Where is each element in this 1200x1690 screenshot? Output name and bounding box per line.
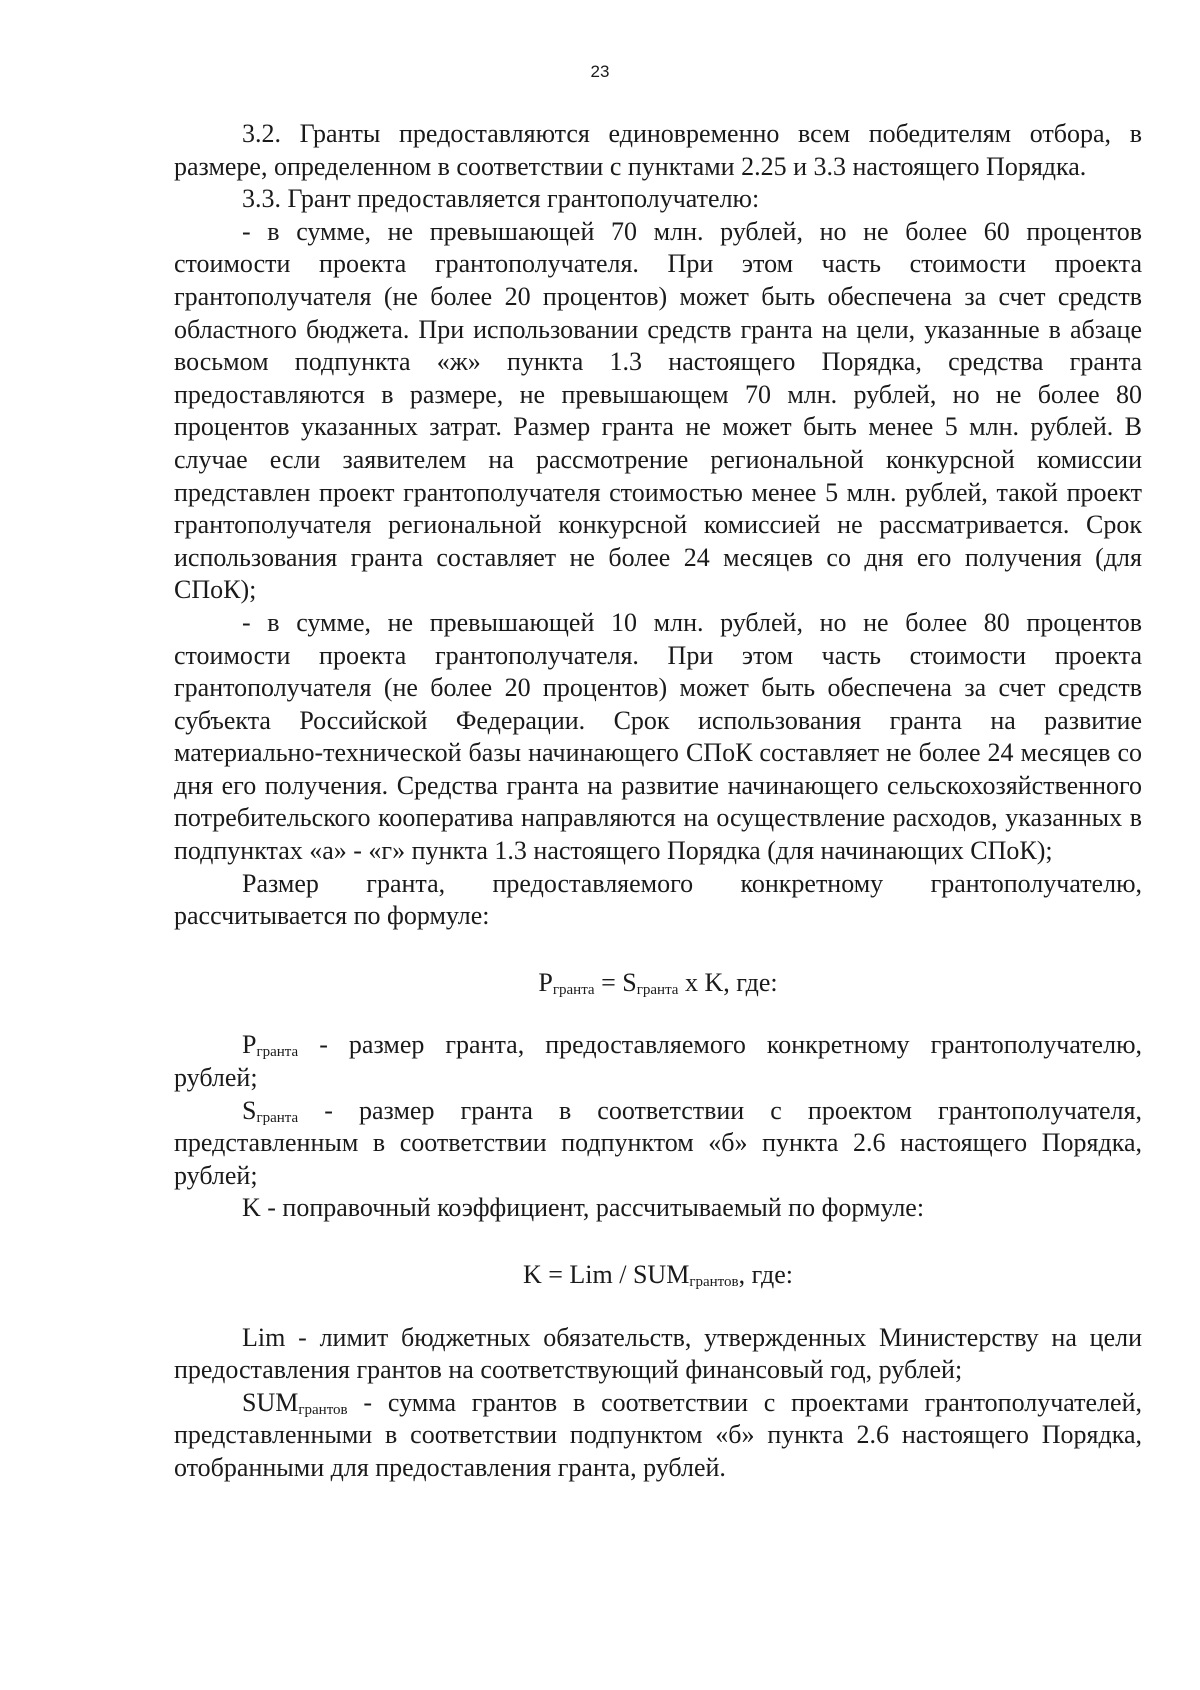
formula-s-symbol: S [622,967,637,997]
def-sum-text: - сумма грантов в соответствии с проектами грантополучателей, представленными в соответствии подпунктом «б» пункта 2.6 настоящего Порядка, отобранными для предоставления гранта, рублей. [174,1387,1142,1482]
page-number: 23 [590,62,610,81]
def-sum-subscript: грантов [298,1401,348,1418]
formula-k-lhs: K = Lim / SUM [522,1260,690,1289]
paragraph-3-2: 3.2. Гранты предоставляются единовременно всем победителям отбора, в размере, определенном в соответствии с пунктами 2.25 и 3.3 настоящего Порядка. [174,119,1142,181]
formula-k-subscript: грантов [689,1274,739,1290]
definition-sum-grants [174,1387,1142,1485]
definition-lim: Lim - лимит бюджетных обязательств, утвержденных Министерству на цели предоставления грантов на соответствующий финансовый год, рублей; [174,1322,1142,1385]
formula-equals: = [594,967,623,997]
document-body [174,118,1142,1485]
paragraph-3-3: 3.3. Грант предоставляется грантополучателю: [242,184,760,214]
grant-size-intro: Размер гранта, предоставляемого конкретному грантополучателю, рассчитывается по формуле: [174,868,1142,931]
bullet-starting-spok: - в сумме, не превышающей 10 млн. рублей, но не более 80 процентов стоимости проекта грантополучателя. При этом часть стоимости проекта грантополучателя (не более 20 процентов) может быть обеспечена за счет средств субъекта Российской Федерации. Срок использования гранта на развитие материально-технической базы начинающего СПоК составляет не более 24 месяцев со дня его получения. Средства гранта на развитие начинающего сельскохозяйственного потребительского кооператива направляются на осуществление расходов, указанных в подпунктах «а» - «г» пункта 1.3 настоящего Порядка (для начинающих СПоК); [174,607,1142,866]
def-p-symbol: P [242,1030,257,1060]
bullet-spok: - в сумме, не превышающей 70 млн. рублей, но не более 60 процентов стоимости проекта грантополучателя. При этом часть стоимости проекта грантополучателя (не более 20 процентов) может быть обеспечена за счет средств областного бюджета. При использовании средств гранта на цели, указанные в абзаце восьмом подпункта «ж» пункта 1.3 настоящего Порядка, средства гранта предоставляются в размере, не превышающем 70 млн. рублей, но не более 80 процентов указанных затрат. Размер гранта не может быть менее 5 млн. рублей. В случае если заявителем на рассмотрение региональной конкурсной комиссии представлен проект грантополучателя стоимостью менее 5 млн. рублей, такой проект грантополучателя региональной конкурсной комиссией не рассматривается. Срок использования гранта составляет не более 24 месяцев со дня его получения (для СПоК); [174,216,1142,605]
definition-p-grant [174,1029,1142,1094]
def-p-text: - размер гранта, предоставляемого конкретному грантополучателю, рублей; [174,1030,1142,1093]
formula-p-subscript: гранта [552,981,595,998]
definition-k: K - поправочный коэффициент, рассчитываемый по формуле: [242,1193,925,1223]
definition-s-grant [174,1095,1142,1193]
def-s-symbol: S [242,1095,257,1125]
coefficient-formula [174,1259,1142,1292]
formula-rest: x K, где: [678,967,778,997]
formula-k-rest: , где: [738,1260,793,1289]
def-s-subscript: гранта [256,1109,299,1126]
formula-p-symbol: P [538,967,553,997]
def-p-subscript: гранта [256,1044,299,1061]
grant-formula [174,967,1142,1000]
def-s-text: - размер гранта в соответствии с проектом грантополучателя, представленным в соответствии подпунктом «б» пункта 2.6 настоящего Порядка, рублей; [174,1095,1142,1190]
formula-s-subscript: гранта [636,981,679,998]
def-sum-symbol: SUM [242,1387,299,1417]
